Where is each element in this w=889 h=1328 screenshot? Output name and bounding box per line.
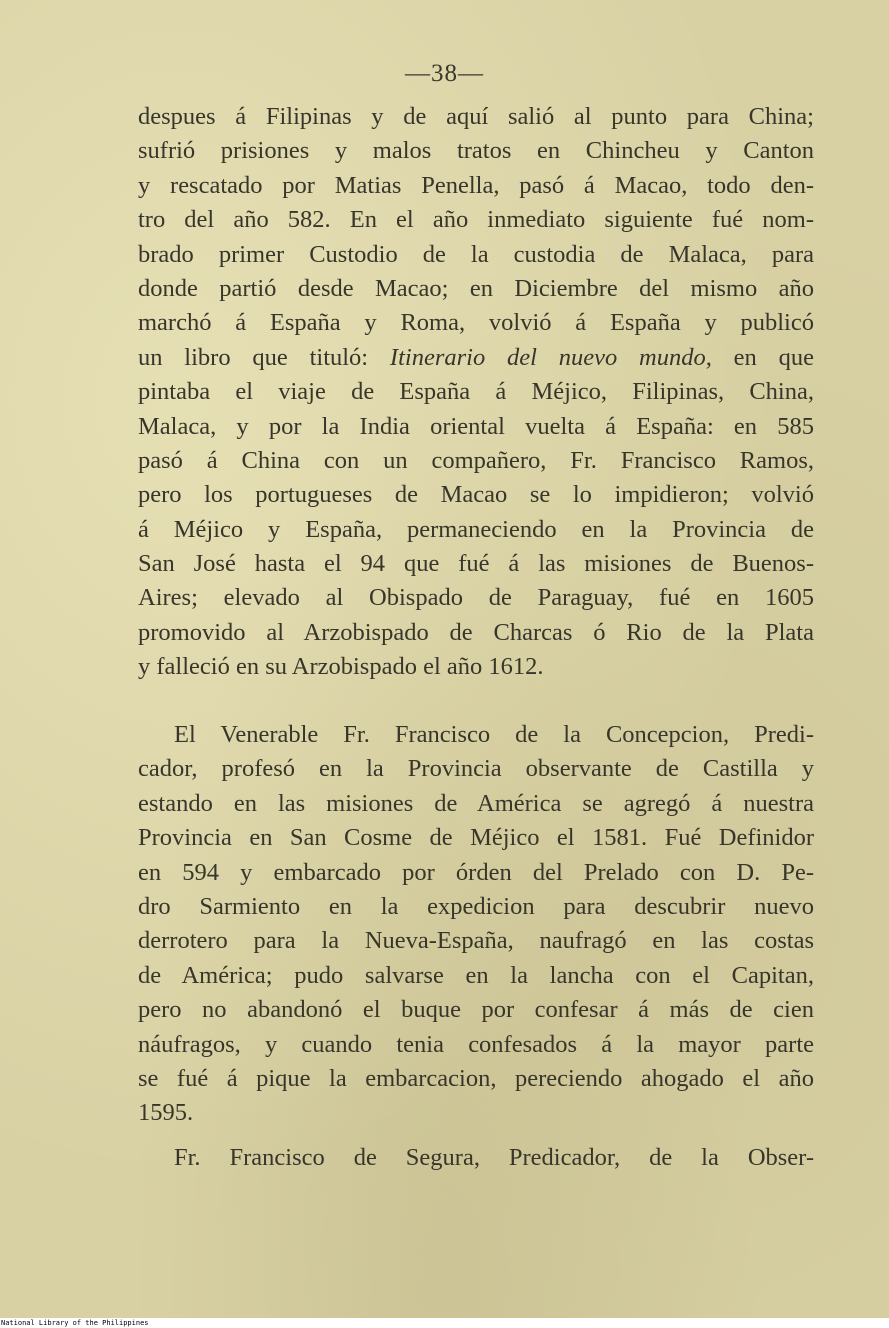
text-line: pero los portugueses de Macao se lo impidieron; volvió <box>138 481 814 509</box>
text-line: Malaca, y por la India oriental vuelta á España: en 585 <box>138 412 814 440</box>
book-title: Itinerario del nuevo mundo, <box>389 343 712 371</box>
text-line: de América; pudo salvarse en la lancha con el Capitan, <box>138 961 814 989</box>
text-line: marchó á España y Roma, volvió á España y publicó <box>138 309 814 337</box>
text-line: pintaba el viaje de España á Méjico, Filipinas, China, <box>138 378 814 406</box>
text-line: en 594 y embarcado por órden del Prelado con D. Pe- <box>138 858 814 886</box>
text-line: San José hasta el 94 que fué á las misiones de Buenos- <box>138 550 814 578</box>
text-line: brado primer Custodio de la custodia de Malaca, para <box>138 240 814 268</box>
paragraph-2 <box>138 718 814 1131</box>
paragraph-3 <box>138 1141 814 1175</box>
page-number: —38— <box>405 60 484 87</box>
text-line: á Méjico y España, permaneciendo en la Provincia de <box>138 515 814 543</box>
text-line: Aires; elevado al Obispado de Paraguay, fué en 1605 <box>138 584 814 612</box>
text-line: promovido al Arzobispado de Charcas ó Rio de la Plata <box>138 618 814 646</box>
text-line-with-book-title <box>138 341 814 375</box>
text-line: El Venerable Fr. Francisco de la Concepcion, Predi- <box>174 721 814 748</box>
text-line: Fr. Francisco de Segura, Predicador, de la Obser- <box>174 1144 814 1171</box>
text-segment: un libro que tituló: <box>138 343 390 371</box>
text-line: náufragos, y cuando tenia confesados á la mayor parte <box>138 1030 814 1058</box>
text-line: tro del año 582. En el año inmediato siguiente fué nom- <box>138 206 814 234</box>
text-line: y falleció en su Arzobispado el año 1612. <box>138 653 544 681</box>
text-line: pero no abandonó el buque por confesar á más de cien <box>138 996 814 1024</box>
text-line: sufrió prisiones y malos tratos en Chincheu y Canton <box>138 137 814 165</box>
text-line: 1595. <box>138 1099 194 1127</box>
text-line: Provincia en San Cosme de Méjico el 1581. Fué Definidor <box>138 824 814 852</box>
text-line: pasó á China con un compañero, Fr. Francisco Ramos, <box>138 446 814 474</box>
paragraph-1 <box>138 100 814 685</box>
text-line: se fué á pique la embarcacion, pereciendo ahogado el año <box>138 1064 814 1092</box>
text-line: derrotero para la Nueva-España, naufragó en las costas <box>138 927 814 955</box>
text-line: y rescatado por Matias Penella, pasó á Macao, todo den- <box>138 171 814 199</box>
text-line: dro Sarmiento en la expedicion para descubrir nuevo <box>138 892 814 920</box>
library-credit: National Library of the Philippines <box>0 1318 889 1328</box>
text-line: despues á Filipinas y de aquí salió al punto para China; <box>138 103 814 130</box>
text-line: donde partió desde Macao; en Diciembre del mismo año <box>138 274 814 302</box>
text-line: estando en las misiones de América se agregó á nuestra <box>138 789 814 817</box>
text-segment: en que <box>711 343 814 371</box>
text-line: cador, profesó en la Provincia observante de Castilla y <box>138 755 814 783</box>
